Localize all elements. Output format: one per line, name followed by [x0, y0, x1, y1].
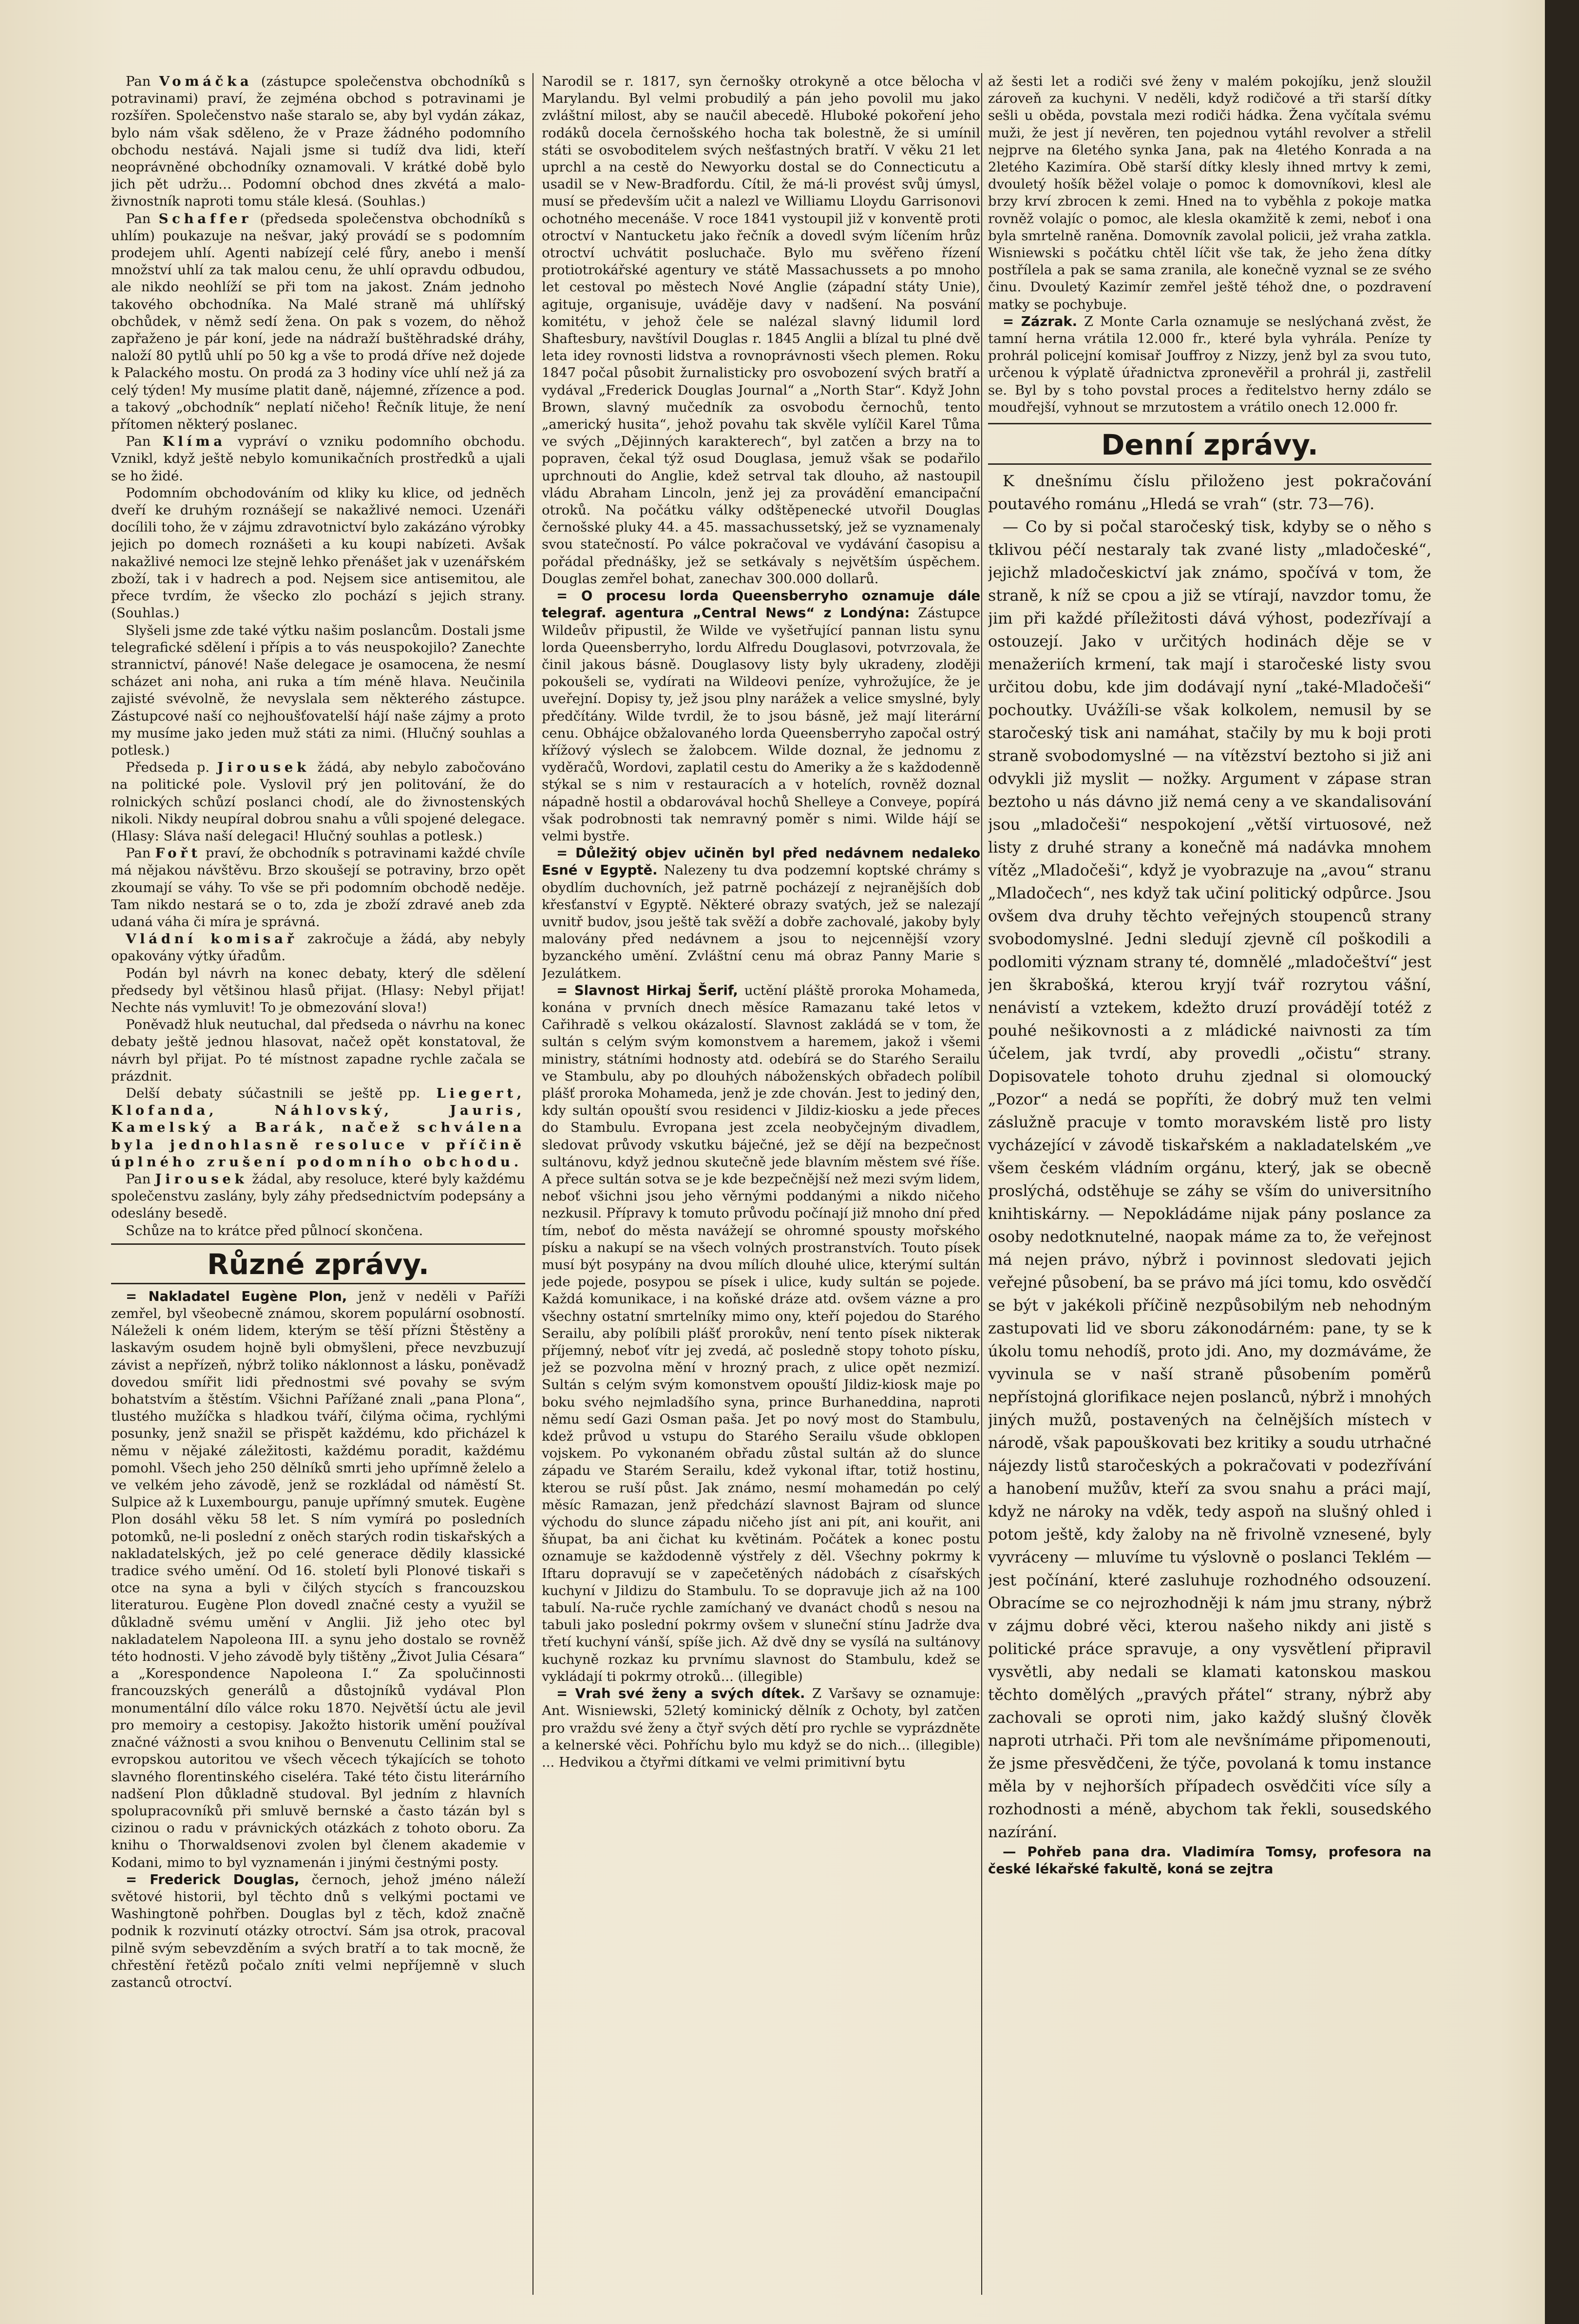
speaker-name: Jirousek — [217, 760, 310, 776]
paragraph: Narodil se r. 1817, syn černošky otrokyně a otce bělocha v Marylandu. Byl velmi probudilý a pán jeho povolil mu jako zvláštní milost, aby se naučil abecedě. Hluboké pokoření jeho rodáků docela černošského hocha tak bolestně, že si umínil státi se osvoboditelem svých nešťastných bratří. V věku 21 let uprchl a na cestě do Newyorku dostal se do Connecticutu a usadil se v New-Bradfordu. Cítil, že má-li provést svůj úmysl, musí se především učit a nalezl ve Williamu Lloydu Garrisonovi ochotného mecenáše. V roce 1841 vystoupil již v konventě proti otroctví v Nantucketu jako řečník a dovedl svým líčením hrůz otroctví uchvátit posluchače. Bylo mu svěřeno řízení protiotrokářské agentury ve státě Massachussets a po mnoho let cestoval po městech Nové Anglie (západní státy Unie), agituje, organisuje, uváděje davy v nadšení. Na posvání komitétu, v jehož čele se nalézal slavný lidumil lord Shaftesbury, navštívil Douglas r. 1845 Anglii a blízal tu plné dvě leta idey rovnosti lidstva a rovnoprávnosti všech plemen. Roku 1847 počal působit žurnalisticky pro osvobození svých bratří a vydával „Frederick Douglas Journal“ a „North Star“. Když John Brown, slavný mučedník za osvobodu černochů, tento „americký husita“, jehož povahu tak skvěle vylíčil Karel Tůma ve svých „Dějinných karakterech“, byl zatčen a brzy na to popraven, čekal týž osud Douglasa, jemuž však se podařilo uprchnouti do Anglie, kdež setrval tak dlouho, až nastoupil vládu Abraham Lincoln, jenž jej za provádění emancipační otroků. Na počátku války odštěpenecké utvořil Douglas černošské pluky 44. a 45. massachussetský, jež se vyznamenaly svou statečností. Po válce pokračoval ve vydávání časopisu a pořádal přednášky, jež se setkávaly s největším úspěchem. Douglas zemřel bohat, zanechav 300.000 dollarů. — [542, 74, 980, 587]
paragraph: Pan Vomáčka (zástupce společenstva obchodníků s potravinami) praví, že zejména obchod s potravinami je rozšířen. Společenstvo naše staralo se, aby byl vydán zákaz, bylo nám však sděleno, že v Praze žádného podomního obchodu nestává. Najali jsme si tudíž dva lidi, kteří neoprávněné obchodníky oznamovali. V krátké době bylo jich pět udržu… Podomní obchod dnes zkvétá a malo-živnostník naproti tomu stále klesá. (Souhlas.) — [111, 74, 525, 210]
section-rule — [988, 463, 1431, 465]
paragraph: K dnešnímu číslu přiloženo jest pokračování poutavého románu „Hledá se vrah“ (str. 73—76). — [988, 472, 1431, 514]
column-1 — [111, 73, 525, 2295]
paragraph: Předseda p. Jirousek žádá, aby nebylo zabočováno na politické pole. Vyslovil prý jen politování, že do rolnických schůzí poslanci chodí, ale do živnostenských nikoli. Nikdy neupíral dobrou snahu a vůli spojené delegace. (Hlasy: Sláva naší delegaci! Hlučný souhlas a potlesk.) — [111, 760, 525, 844]
speaker-name: Klíma — [162, 434, 226, 450]
section-rule — [111, 1283, 525, 1284]
news-item: = Slavnost Hirkaj Šerif, uctění pláště proroka Mohameda, konána v prvních dnech měsíce Ramazanu také letos v Cařihradě s velkou okázalostí. Slavnost zakládá se v tom, že sultán s celým svým komonstvem a haremem, jakož i všemi ministry, státními hodnosty atd. odebírá se do Starého Serailu ve Stambulu, aby po dlouhých náboženských obřadech políbil plášť proroka Mohameda, jenž je zde chován. Jest to jediný den, kdy sultán opouští svou residenci v Jildiz-kiosku a jede přeces do Stambulu. Evropana jest zcela neobyčejným divadlem, sledovat průvody vskutku báječné, jež se dějí na bezpečnost sultánovu, když jednou skutečně jede blavním městem své říše. A přece sultán sotva se je kde bezpečnější než mezi svým lidem, neboť všichni jsou jeho věrnými poddanými a nikdo ničeho nezkusil. Přípravy k tomuto průvodu počínají již mnoho dní před tím, neboť do města navážejí se ohromné spousty mořského písku a nakupí se na všech volných prostranstvích. Touto písek musí být posypány na dvou mílích dlouhé ulice, kterýmí sultán jede pojede, posypou se písek i ulice, kudy sultán se pojede. Každá komunikace, i na koňské dráze atd. ovšem vázne a pro všechny ostatní smrtelníky mimo ony, kteří pojedou do Starého Serailu, aby políbili plášť prorokův, není tento písek nikterak příjemný, neboť vítr jej zvedá, ač posledně stopy tohoto písku, jež se pozvolna mění v hrozný prach, z ulice opět nezmizí. Sultán s celým svým komonstvem opouští Jildiz-kiosk maje po boku svého nejmladšího syna, prince Burhaneddina, naproti němu sedí Gazi Osman paša. Jet po nový most do Stambulu, kdež průvod u vstupu do Starého Serailu všude obklopen vojskem. Po vykonaném obřadu zůstal sultán až do slunce západu ve Starém Serailu, kdež vykonal iftar, totiž hostinu, kterou se ruší půst. Jak známo, nesmí mohamedán po celý měsíc Ramazan, jenž předchází slavnost Bajram od slunce východu do slunce západu ničeho jíst ani pít, ani kouřit, ani šňupat, ba ani čichat ku květinám. Počátek a konec postu oznamuje se každodenně výstřely z děl. Všechny pokrmy k Iftaru dopravují se v zapečetěných nádobách z císařských kuchyní v Jildizu do Stambulu. To se dopravuje jich až na 100 tabulí. Na-ruče rychle zamíchaný ve dvanáct chodů s nesou na tabuli jako poslední pokrmy ovšem v sluneční stínu Jadrže dva třetí kuchyní vánší, spíše jich. Až dvě dny se vysílá na sultánovy kuchyně rozkaz ku prvnímu slavnost do Stambulu, kdež se vykládají ti pokrmy otroků... (illegible) — [542, 982, 980, 1684]
speaker-name: Jirousek — [155, 1171, 248, 1187]
paragraph: Vládní komisař zakročuje a žádá, aby nebyly opakovány výtky úřadům. — [111, 931, 525, 964]
paragraph: — Co by si počal staročeský tisk, kdyby se o něho s tklivou péčí nestaraly tak zvané listy „mladočeské“, jejichž mladočeskictví jak známo, spočívá v tom, že straně, k níž se cpou a již se vtírají, navzdor tomu, že jim při každé příležitosti dává výhost, podezřívají a ostouzejí. Jako v určitých hodinách děje se v menažeriích krmení, tak mají i staročeské listy svou určitou dobu, kde jim dodávají nyní „také-Mladočeši“ pochoutky. Uvážíli-se však kolkolem, nemusil by se staročeský tisk ani namáhat, stačily by mu k boji proti straně svobodomyslné — na vítězství beztoho si již ani odvykli již myslit — nožky. Argument v zápase stran beztoho u nás dávno již nemá ceny a ve skandalisování jsou „mladočeši“ nespokojení „větší virtuosové, než listy z druhé strany a konečně má nadávka mnohem vítěz „Mladočeši“, když je vyobrazuje na „avou“ stranu „Mladočech“, nes když tak učiní politický odpůrce. Jsou ovšem dva druhy těchto veřejných stoupenců strany svobodomyslné. Jedni sledují zjevně cíl poškodili a podlomiti význam strany té, domnělé „mladočeštví“ jest jen škrabošká, kterou kryjí tvář rozrytou vášní, nenávistí a vztekem, kdežto druzí provádějí totéž z pouhé nešikovnosti a z mládické naivnosti za tím účelem, jak tvrdí, aby provedli „očistu“ strany. Dopisovatele tohoto druhu zjednal si olomoucký „Pozor“ a nedá se popříti, že dobrý muž ten velmi záslužně pracuje v tomto moravském listě pro listy vycházející v závodě tiskařském a nakladatelském „ve všem českém vládním orgánu, který, jak se obecně proslýchá, odstěhuje se záhy se vším do universitního knihtiskárny. — Nepokládáme nijak pány poslance za osoby nedotknutelné, naopak máme za to, že veřejnost má nejen právo, nýbrž i povinnost sledovati jejich veřejné působení, ba se právo má jíci tomu, kdo osvědčí se být v jakékoli příčině nezpůsobilým neb nehodným zastupovati lid ve sboru zákonodárném: pane, ty se k úkolu tomu nehodíš, proto jdi. Ano, my dozmáváme, že vyvinula se v naší straně působením poměrů nepřístojná glorifikace nejen poslanců, nýbrž i mnohých jiných mužů, postavených na čelnějších místech v národě, však papouškovati bez kritiky a soudu utrhačné nájezdy listů staročeských a pokračovati v podezřívání a hanobení mužův, kteří za svou snahu a práci mají, když ne nároky na vděk, tedy aspoň na slušný ohled i potom ještě, kdy žaloby na ně frivolně vznesené, byly vyvráceny — mluvíme tu výslovně o poslanci Teklém — jest počínání, které zasluhuje rozhodného odsouzení. Obracíme se co nejrozhodněji k nám jmu strany, nýbrž v zájmu dobré věci, kterou našeho nikdy ani jistě s politické práce spravuje, a ony vysvětlení připravil vysvětli, aby nedali se klamati katonskou maskou těchto domělých „pravých přátel“ strany, nýbrž aby zachovali se oproti nim, jako každý slušný člověk naproti utrhači. Při tom ale nevšnímáme připomenouti, že jsme přesvědčeni, že týče, povolaná k tomu instance měla by v nejhorších případech osvědčiti více síly a rozhodnosti a méně, abychom tak řekli, sousedského nazírání. — [988, 517, 1431, 1842]
column-3 — [988, 73, 1431, 2295]
paragraph: Pan Jirousek žádal, aby resoluce, které byly každému společenstvu zaslány, byly záhy předsednictvím podepsány a odeslány besedě. — [111, 1171, 525, 1221]
paragraph: Pan Schaffer (předseda společenstva obchodníků s uhlím) poukazuje na nešvar, jaký provádí se s podomním prodejem uhlí. Agenti nabízejí celé fůry, anebo i menší množství uhlí za tak malou cenu, že uhlí opravdu odbudou, ale nikdo neohlíží se při tom na jakost. Znám jednoho takového obchodníka. Na Malé straně má uhlířský obchůdek, v němž sedí žena. On pak s vozem, do něhož zapřaženo je pár koní, jede na nádraží buštěhradské dráhy, naloží 80 pytlů uhlí po 50 kg a vše to prodá dříve než dojede k Palackého mostu. On prodá za 3 hodiny více uhlí než já za celý týden! My musíme platit daně, nájemné, zřízence a pod. a takový „obchodník“ neplatí ničeho! Řečník lituje, že není přítomen některý poslanec. — [111, 210, 525, 433]
news-item: = Nakladatel Eugène Plon, jenž v neděli v Paříži zemřel, byl všeobecně známou, skorem populární osobností. Náleželi k oném lidem, kterým se těší přízni Štěstěny a laskavým osudem hojně byli obmyšleni, přece nevzbuzují závist a nepřízeň, nýbrž toliko náklonnost a lásku, poněvadž dovedou smířit lidi přednostmi své povahy se svým bohatstvím a štěstím. Všichni Pařížané znali „pana Plona“, tlustého mužíčka s hladkou tváří, čilýma očima, rychlými posunky, jenž snažil se přispět každému, kdo přicházel k němu v nějaké záležitosti, každému poradit, každému pomohl. Všech jeho 250 dělníků smrti jeho upřímně želelo a ve velkém jeho závodě, jenž se rozkládal od náměstí St. Sulpice až k Luxembourgu, panuje upřímný smutek. Eugène Plon dosáhl věku 58 let. S ním vymírá po posledních potomků, ne-li poslední z oněch starých rodin tiskařských a nakladatelských, jež po celé generace dědily klassické tradice svého umění. Od 16. století byli Plonové tiskaři s otce na syna a byli v čilých stycích s francouzskou literaturou. Eugène Plon dovedl značné cesty a využil se důkladně svému umění v Anglii. Již jeho otec byl nakladatelem Napoleona III. a synu jeho dostalo se rovněž této hodnosti. V jeho závodě byly tištěny „Život Julia Césara“ a „Korespondence Napoleona I.“ Za spolučinnosti francouzských generálů a důstojníků vydával Plon monumentální dílo válce roku 1870. Největší úctu ale jevil pro memoiry a cestopisy. Jakožto historik umění používal značné vážnosti a svou knihou o Benvenutu Cellinim stal se evropskou autoritou ve všech věcech týkajících se tohoto slavného florentinského ciseléra. Také této čistu literárního nadšení Plon důkladně studoval. Byl jedním z hlavních spolupracovníků při smluvě bernské a často tázán byl s cizinou o radu v právnických otázkách z tohoto oboru. Za knihu o Thorwaldsenovi zvolen byl členem akademie v Kodani, mimo to byl vyznamenán i jinými čestnými posty. — [111, 1288, 525, 1870]
news-item: = Zázrak. Z Monte Carla oznamuje se neslýchaná zvěst, že tamní herna vrátila 12.000 fr., které byla vyhrála. Peníze ty prohrál policejní komisař Jouffroy z Nizzy, jenž byl za svou tuto, určenou k výplatě úřadnictva zpronevěřil a prohrál ji, zastřelil se. Byl by s toho povstal proces a ředitelstvo herny zdálo se moudřejší, vyhnout se mrzutostem a vrátilo onech 12.000 fr. — [988, 313, 1431, 415]
news-item: = Vrah své ženy a svých dítek. Z Varšavy se oznamuje: Ant. Wisniewski, 52letý kominický dělník z Ochoty, byl zatčen pro vraždu své ženy a čtyř svých dětí pro rychle se vyprázdněte a kelnerské věci. Pohříchu bylo mu když se do nich... (illegible) ... Hedvikou a čtyřmi dítkami ve velmi primitivní bytu — [542, 1686, 980, 1770]
paragraph: Poněvadž hluk neutuchal, dal předseda o návrhu na konec debaty ještě jednou hlasovat, načež opět konstatoval, že návrh byl přijat. Po té místnost zapadne rychle začala se prázdnit. — [111, 1017, 525, 1084]
news-item: — Pohřeb pana dra. Vladimíra Tomsy, profesora na české lékařské fakultě, koná se zejtra — [988, 1844, 1431, 1877]
news-item: = O procesu lorda Queensberryho oznamuje dále telegraf. agentura „Central News“ z Londýna: Zástupce Wildeův připustil, že Wilde ve vyšetřující pannan listu synu lorda Queensberryho, lordu Alfredu Douglasovi, potvrzovala, že činil jakous básně. Douglasovy listy byly ukradeny, zloději pokoušeli se, vydírati na Wildeovi peníze, vyhrožujíce, že je uveřejní. Dopisy ty, jež jsou plny narážek a velice smyslné, byly předčítány. Wilde tvrdil, že to jsou básně, jež mají literární cenu. Obhájce obžalovaného lorda Queensberryho započal ostrý křížový výslech se žalobcem. Wilde doznal, že jednomu z vyděračů, Wordovi, zaplatil cestu do Ameriky a že s každodenně stýkal se s nim v restauracích a v hotelích, rovněž doznal nápadně hostil a obdarovával hochů Shelleye a Conveye, popírá však podrobnosti tak nemravný poměr s nimi. Wilde hájí se velmi bystře. — [542, 588, 980, 844]
speaker-name: Vládní komisař — [126, 931, 298, 947]
section-rule — [988, 423, 1431, 424]
paragraph: Delší debaty súčastnili se ještě pp. Liegert, Klofanda, Náhlovský, Jauris, Kamelský a Barák, načež schválena byla jednohlasně resoluce v příčině úplného zrušení podomního obchodu. — [111, 1085, 525, 1170]
section-rule — [111, 1243, 525, 1245]
paragraph: Slyšeli jsme zde také výtku našim poslancům. Dostali jsme telegrafické sdělení i přípis a to vás neuspokojilo? Zanechte strannictví, pánové! Naše delegace je osamocena, že nesmí scházet ani noha, ani ruka a tím méně hlava. Neučinila zajisté svévolně, že nevyslala sem některého zástupce. Zástupcové naší co nejhoušťovatelší hájí naše zájmy a proto my musíme jako jeden muž státi za nimi. (Hlučný souhlas a potlesk.) — [111, 622, 525, 758]
column-2 — [542, 73, 980, 2295]
paragraph: Podán byl návrh na konec debaty, který dle sdělení předsedy byl většinou hlasů přijat. (Hlasy: Nebyl přijat! Nechte nás vymluvit! To je obmezování slova!) — [111, 965, 525, 1015]
paragraph: až šesti let a rodiči své ženy v malém pokojíku, jenž sloužil zároveň za kuchyni. V neděli, když rodičové a tři starší dítky sešli u oběda, povstala mezi rodiči hádka. Žena vyčítala svému muži, že jest jí nevěren, ten pojednou vytáhl revolver a střelil nejprve na 6letého synka Jana, pak na 4letého Konrada a na 2letého Kazimíra. Obě starší dítky klesly ihned mrtvy k zemi, dvouletý hošík běžel volaje o pomoc k domovníkovi, klesl ale brzy krví zbrocen k zemi. Hned na to vyběhla z pokoje matka rovněž volajíc o pomoc, ale klesla okamžitě k zemi, neboť i ona byla smrtelně raněna. Domovník zavolal policii, jež vraha zatkla. Wisniewski s počátku chtěl líčit vše tak, že jeho žena dítky postřílela a pak se sama zranila, ale konečně vyznal se ze svého činu. Dvouletý Kazimír zemřel ještě téhož dne, o pozdravení matky se pochybuje. — [988, 74, 1431, 312]
speaker-name: Fořt — [155, 845, 201, 861]
news-item: = Frederick Douglas, černoch, jehož jméno náleží světové historii, byl těchto dnů s velkými poctami ve Washingtoně pohřben. Douglas byl z těch, kdož značně podnik k rozvinutí otázky otroctví. Sám jsa otrok, pracoval pilně svým sebevzděním a svých bratří a to tak mocně, že chřestění řetězů počalo zníti velmi nepříjemně v sluch zastanců otroctví. — [111, 1871, 525, 1990]
paragraph: Pan Fořt praví, že obchodník s potravinami každé chvíle má nějakou návštěvu. Brzo skoušejí se potraviny, brzo opět zkoumají se váhy. To vše se při podomním obchodě neděje. Tam nikdo nestará se o to, zda je zboží zdravé aneb zda udaná váha či míra je správná. — [111, 845, 525, 930]
scan-edge — [1545, 0, 1579, 2324]
column-divider — [981, 73, 982, 2295]
speaker-name: Vomáčka — [159, 74, 253, 89]
section-heading: Různé zprávy. — [207, 1247, 429, 1281]
paragraph: Schůze na to krátce před půlnocí skončena. — [126, 1222, 423, 1238]
daily-news-body — [988, 470, 1431, 1844]
section-heading: Denní zprávy. — [1101, 428, 1318, 462]
paragraph: Podomním obchodováním od kliky ku klice, od jedněch dveří ke druhým roznášejí se nakažlivé nemoci. Uzenáři docílili toho, že v zájmu zdravotnictví bylo zakázáno výrobky jejich po domech roznášeti a ku koupi nabízeti. Avšak nakažlivé nemoci lze stejně lehko přenášet jak v uzenářském zboží, tak i v hadrech a pod. Nejsem sice antisemitou, ale přece tvrdím, že všecko zlo pochází s jejich strany. (Souhlas.) — [111, 485, 525, 621]
news-item: = Důležitý objev učiněn byl před nedávnem nedaleko Esné v Egyptě. Nalezeny tu dva podzemní koptské chrámy s obydlím duchovních, jež patrně pocházejí z nejranějších dob křesťanství v Egyptě. Některé obrazy svatých, jež se nalezají uvnitř budov, jsou ještě tak svěží a dobře zachovalé, jakoby byly malovány před nedávnem a jsou to nejcennější vzory byzanckého umění. Zvláštní cenu má obraz Panny Marie s Jezulátkem. — [542, 845, 980, 981]
resolution-text: Liegert, Klofanda, Náhlovský, Jauris, Kamelský a Barák, načež schválena byla jednohlasně resoluce v příčině úplného zrušení podomního obchodu. — [111, 1085, 525, 1170]
paragraph: Pan Klíma vypráví o vzniku podomního obchodu. Vznikl, když ještě nebylo komunikačních prostředků a ujali se ho židé. — [111, 434, 525, 484]
speaker-name: Schaffer — [158, 210, 252, 227]
